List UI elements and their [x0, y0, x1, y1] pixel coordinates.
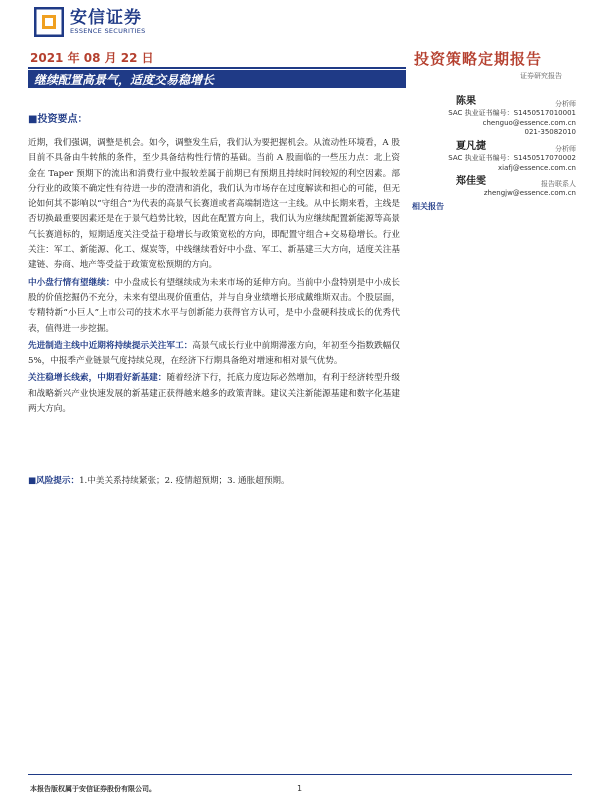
brand-name-en: ESSENCE SECURITIES: [70, 26, 146, 35]
analyst-name: 夏凡捷: [456, 141, 486, 152]
analyst-name: 郑佳雯: [456, 176, 486, 187]
paragraph-1-text: 近期，我们强调，调整是机会。如今，调整发生后，我们认为要把握机会。从流动性环境看，A 股目前不具备由牛转熊的条件，至少具备结构性行情的基础。当前 A 股面临的一些压力点：北上资金在 Taper 预期下的流出和消费行业中报较差属于前期已有预期且持续时间较短的利空因素。部分行业的政策不确定性有待进一步的澄清和消化，我们认为市场存在过度解读和担心的可能，但无论如何其不影响以“守组合”为代表的高景气长赛道或者高端制造这一主线。从中长期来看，主线是否切换最重要因素还是在于景气趋势比较，因此在配置方向上，我们认为应继续配置新能源等高景气长赛道标的，短期适度关注受益于稳增长与政策宽松的方向，即配置守组合+交易稳增长。行业关注：军工、新能源、化工、煤炭等，中线继续看好中小盘、军工、新基建三大方向，适度关注基建链、券商、地产等受益于政策宽松预期的方向。: [28, 138, 400, 271]
summary-paragraph-2: [28, 276, 400, 337]
report-type-title: 投资策略定期报告: [414, 50, 543, 68]
risk-text: 1.中美关系持续紧张；2. 疫情超预期；3. 通胀超预期。: [79, 476, 290, 486]
analyst-email[interactable]: zhengjw@essence.com.cn: [483, 189, 576, 197]
paragraph-4-text: 随着经济下行，托底力度边际必然增加，有利于经济转型升级和战略新兴产业快速发展的新基建正获得越来越多的政策青睐。建议关注新能源基建和数字化基建两大方向。: [28, 373, 400, 415]
page-number: 1: [297, 784, 303, 793]
analyst-sac: SAC 执业证书编号：S1450517070002: [448, 154, 576, 162]
footer-copyright: 本报告版权属于安信证券股份有限公司。: [30, 784, 156, 793]
analyst-phone: 021-35082010: [524, 128, 576, 137]
paragraph-2-lead: 中小盘行情有望继续：: [28, 277, 115, 288]
summary-paragraph-4: [28, 371, 400, 417]
analyst-role: 报告联系人: [541, 180, 576, 188]
analyst-role: 分析师: [555, 145, 576, 153]
analyst-email[interactable]: xiafj@essence.com.cn: [498, 163, 576, 172]
risk-label: ■风险提示：: [28, 476, 80, 486]
summary-paragraph-1: [28, 136, 400, 274]
analyst-sac: SAC 执业证书编号：S1450517010001: [448, 109, 576, 117]
analyst-role: 分析师: [555, 100, 576, 108]
report-date: 2021 年 08 月 22 日: [30, 51, 154, 65]
analyst-card: [412, 177, 582, 199]
company-logo: [34, 5, 146, 39]
paragraph-2-text: 中小盘成长有望继续成为未来市场的延伸方向。当前中小盘特别是中小成长股的价值挖掘仍不充分，未来有望出现价值重估，并与自身业绩增长形成戴维斯双击。个股层面，专精特新“小巨人”上市公司的技术水平与创新能力获得官方认可，是中小盘硬科技成长的优秀代表，值得进一步挖掘。: [28, 277, 400, 334]
paragraph-3-text: 高景气成长行业中前期滞涨方向，年初至今指数跌幅仅 5%，中报季产业链景气度持续兑现，在经济下行期具备绝对增速和相对景气优势。: [28, 340, 400, 367]
report-subtitle: 继续配置高景气，适度交易稳增长: [34, 73, 215, 87]
summary-paragraph-3: [28, 339, 400, 370]
paragraph-3-lead: 先进制造主线中近期将持续提示关注军工：: [28, 340, 193, 351]
footer-divider: [28, 774, 572, 775]
summary-body: [28, 136, 400, 419]
paragraph-4-lead: 关注稳增长线索，中期看好新基建：: [28, 373, 167, 384]
related-reports-heading: 相关报告: [412, 201, 444, 211]
analyst-card: [412, 142, 582, 173]
analyst-name: 陈果: [456, 96, 476, 107]
report-category: 证券研究报告: [520, 72, 562, 80]
subtitle-bar: [28, 70, 406, 88]
title-divider: [28, 67, 406, 69]
analyst-email[interactable]: chenguo@essence.com.cn: [482, 118, 576, 127]
logo-mark-icon: [34, 7, 64, 37]
summary-heading: ■投资要点：: [28, 114, 88, 125]
title-band: [28, 46, 406, 86]
analyst-card: [412, 97, 582, 138]
risk-warning: [28, 474, 290, 486]
brand-name-cn: 安信证券: [70, 7, 142, 28]
